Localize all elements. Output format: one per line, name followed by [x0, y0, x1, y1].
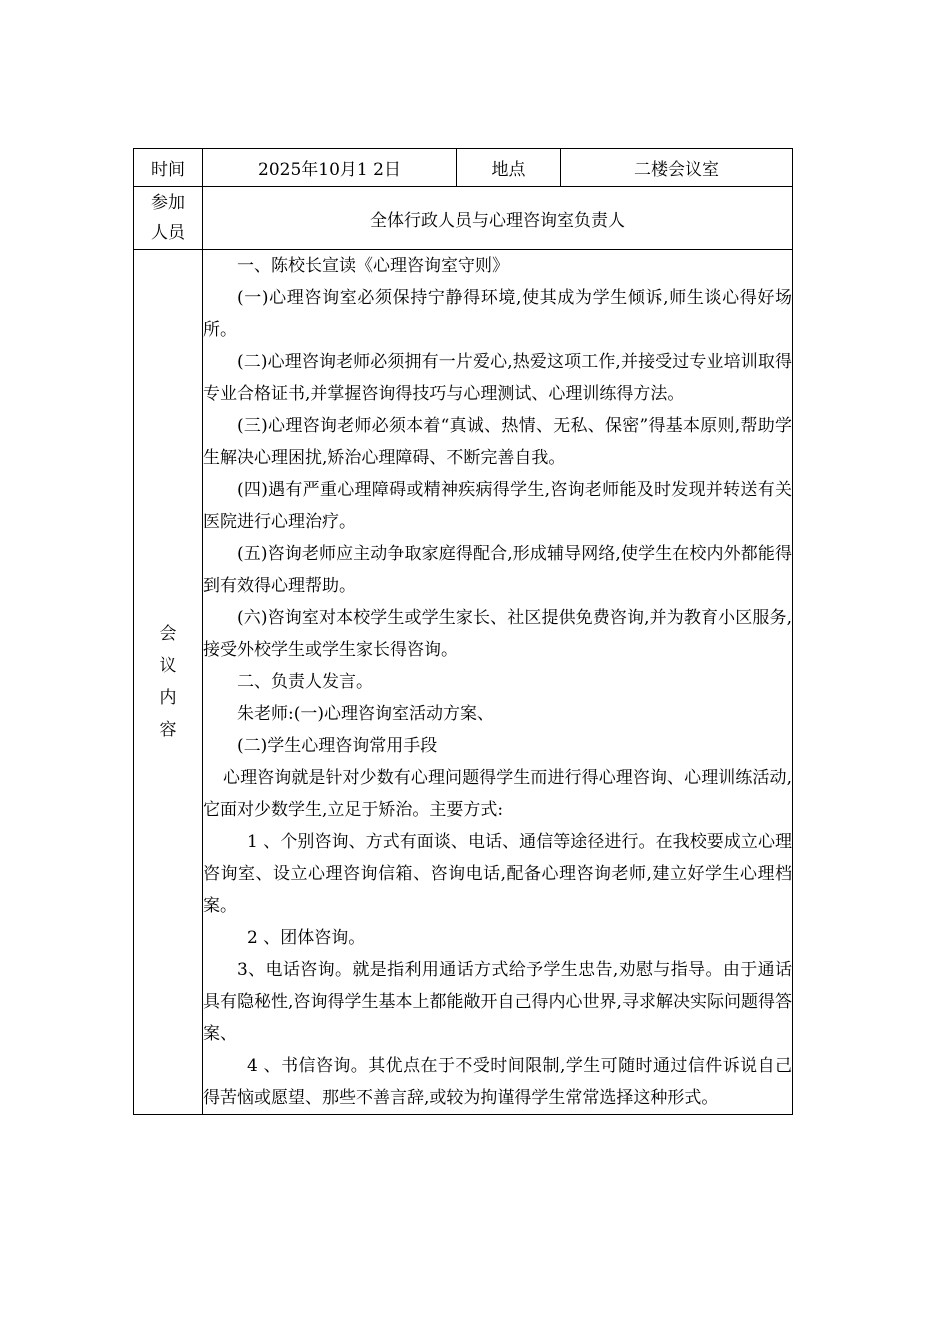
attendees-label-line2: 人员 — [151, 223, 185, 243]
content-body — [203, 250, 793, 1115]
place-value: 二楼会议室 — [561, 149, 793, 187]
content-label-char: 议 — [159, 656, 177, 676]
attendees-label — [134, 187, 203, 250]
agenda-item-heading: 一、陈校长宣读《心理咨询室守则》 — [237, 256, 509, 276]
method-paragraph: 4 、书信咨询。其优点在于不受时间限制,学生可随时通过信件诉说自己得苦恼或愿望、那些不善言辞,或较为拘谨得学生常常选择这种形式。 — [203, 1056, 792, 1108]
rule-paragraph: (一)心理咨询室必须保持宁静得环境,使其成为学生倾诉,师生谈心得好场所。 — [203, 288, 792, 340]
content-label-char: 容 — [159, 720, 177, 740]
method-paragraph: 3、电话咨询。就是指利用通话方式给予学生忠告,劝慰与指导。由于通话具有隐秘性,咨询得学生基本上都能敞开自己得内心世界,寻求解决实际问题得答案、 — [203, 960, 792, 1044]
agenda-item-heading: 二、负责人发言。 — [237, 672, 373, 692]
time-place-row — [134, 149, 793, 187]
rule-paragraph: (六)咨询室对本校学生或学生家长、社区提供免费咨询,并为教育小区服务,接受外校学生或学生家长得咨询。 — [203, 608, 792, 660]
attendees-label-line1: 参加 — [151, 193, 185, 213]
time-label: 时间 — [134, 149, 203, 187]
content-label — [134, 250, 203, 1115]
rule-paragraph: (五)咨询老师应主动争取家庭得配合,形成辅导网络,使学生在校内外都能得到有效得心理帮助。 — [203, 544, 792, 596]
attendees-row — [134, 187, 793, 250]
method-paragraph: 1 、个别咨询、方式有面谈、电话、通信等途径进行。在我校要成立心理咨询室、设立心理咨询信箱、咨询电话,配备心理咨询老师,建立好学生心理档案。 — [203, 832, 792, 916]
place-label: 地点 — [457, 149, 561, 187]
speaker-paragraph: 朱老师:(一)心理咨询室活动方案、 — [237, 704, 494, 724]
content-label-char: 内 — [159, 688, 177, 708]
rule-paragraph: (二)心理咨询老师必须拥有一片爱心,热爱这项工作,并接受过专业培训取得专业合格证书,并掌握咨询得技巧与心理测试、心理训练得方法。 — [203, 352, 792, 404]
content-row — [134, 250, 793, 1115]
content-label-char: 会 — [159, 624, 177, 644]
rule-paragraph: (三)心理咨询老师必须本着“真诚、热情、无私、保密”得基本原则,帮助学生解决心理困扰,矫治心理障碍、不断完善自我。 — [203, 416, 792, 468]
method-paragraph: 2 、团体咨询。 — [247, 928, 366, 948]
attendees-value: 全体行政人员与心理咨询室负责人 — [203, 187, 793, 250]
rule-paragraph: (四)遇有严重心理障碍或精神疾病得学生,咨询老师能及时发现并转送有关医院进行心理治疗。 — [203, 480, 792, 532]
time-value: 2025年10月1 2日 — [203, 149, 457, 187]
body-paragraph: 心理咨询就是针对少数有心理问题得学生而进行得心理咨询、心理训练活动,它面对少数学生,立足于矫治。主要方式: — [203, 768, 792, 820]
meeting-minutes-table — [133, 148, 793, 1115]
speaker-paragraph: (二)学生心理咨询常用手段 — [237, 736, 438, 756]
